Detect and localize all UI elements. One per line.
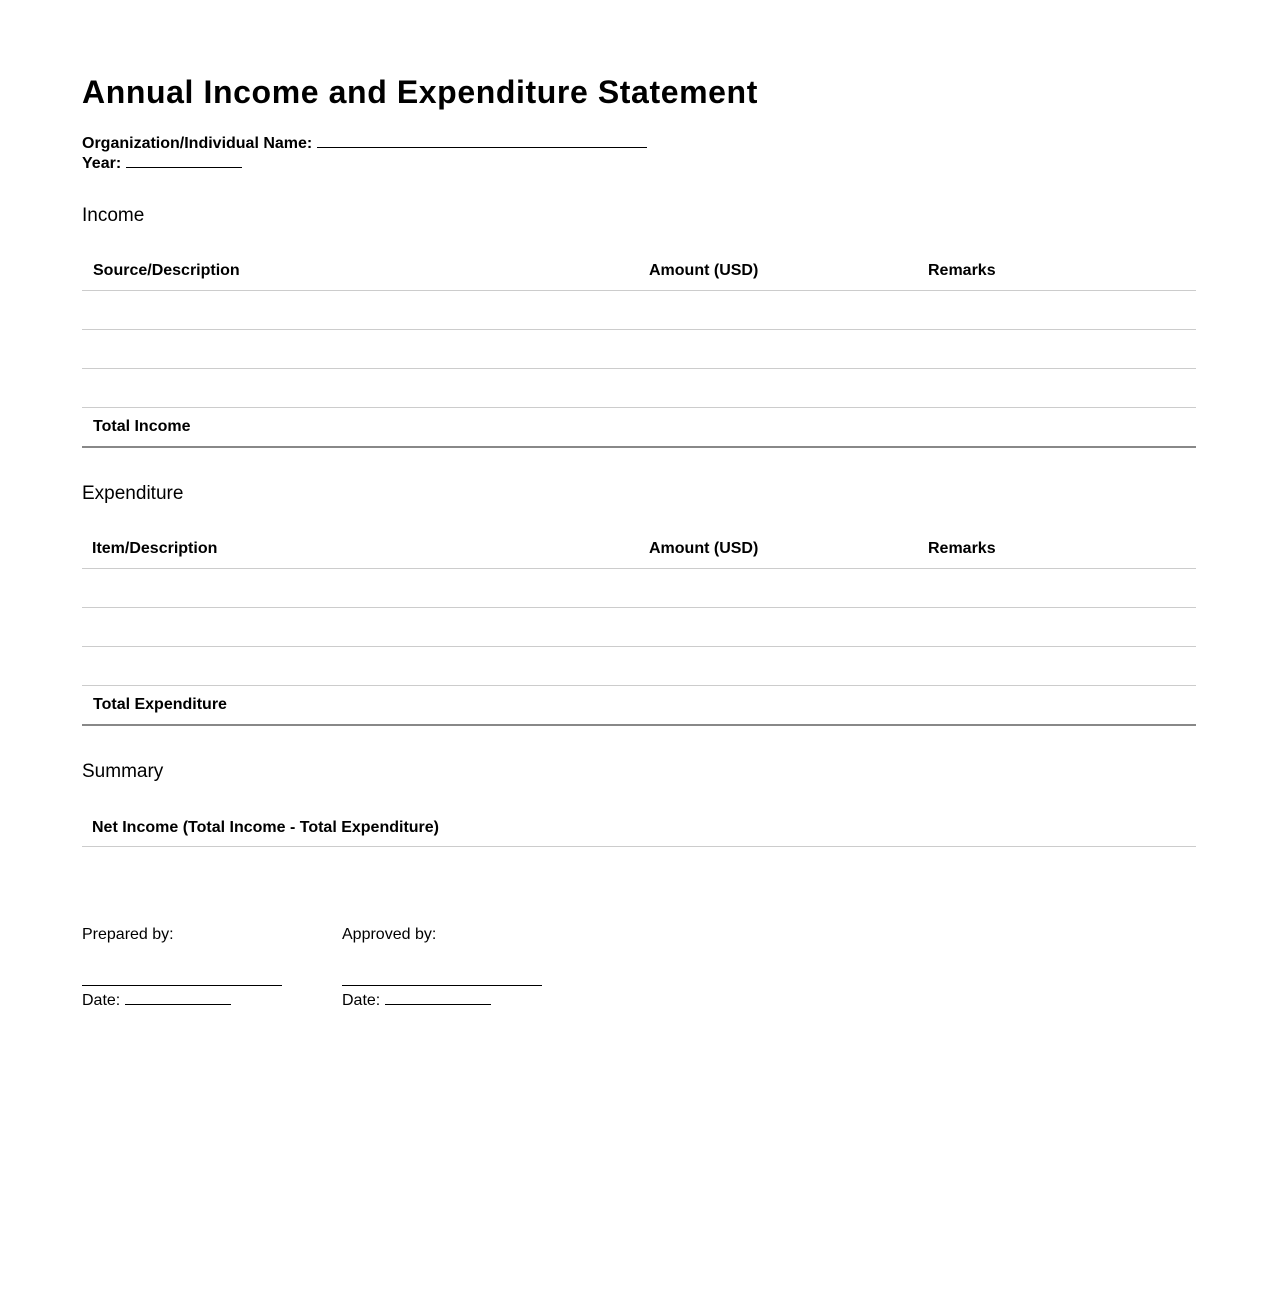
expenditure-heading: Expenditure	[82, 483, 184, 504]
total-income-amount[interactable]	[638, 408, 917, 448]
total-income-remarks[interactable]	[917, 408, 1196, 448]
income-source-cell[interactable]	[82, 291, 638, 330]
expenditure-amount-cell[interactable]	[638, 608, 917, 647]
income-remarks-cell[interactable]	[917, 330, 1196, 369]
expenditure-col-remarks: Remarks	[917, 530, 1196, 569]
year-field-input[interactable]	[126, 153, 242, 168]
table-row	[82, 291, 1196, 330]
table-row	[82, 647, 1196, 686]
income-remarks-cell[interactable]	[917, 369, 1196, 408]
prepared-by-block	[82, 925, 282, 1011]
table-row	[82, 369, 1196, 408]
approved-by-signature-line[interactable]	[342, 985, 542, 986]
income-remarks-cell[interactable]	[917, 291, 1196, 330]
expenditure-remarks-cell[interactable]	[917, 569, 1196, 608]
income-amount-cell[interactable]	[638, 291, 917, 330]
year-field-row	[82, 153, 647, 173]
prepared-by-signature-line[interactable]	[82, 985, 282, 986]
table-row	[82, 330, 1196, 369]
prepared-by-date-input[interactable]	[125, 990, 231, 1005]
income-heading: Income	[82, 205, 145, 226]
net-income-row	[82, 808, 1196, 847]
total-expenditure-remarks[interactable]	[917, 686, 1196, 726]
expenditure-col-amount: Amount (USD)	[638, 530, 917, 569]
expenditure-total-row	[82, 686, 1196, 726]
income-header-row	[82, 252, 1196, 291]
total-expenditure-amount[interactable]	[638, 686, 917, 726]
table-row	[82, 569, 1196, 608]
total-expenditure-label: Total Expenditure	[82, 686, 638, 726]
expenditure-remarks-cell[interactable]	[917, 608, 1196, 647]
year-field-label: Year:	[82, 155, 122, 172]
approved-by-date-input[interactable]	[385, 990, 491, 1005]
income-source-cell[interactable]	[82, 330, 638, 369]
expenditure-item-cell[interactable]	[82, 647, 638, 686]
expenditure-item-cell[interactable]	[82, 569, 638, 608]
income-source-cell[interactable]	[82, 369, 638, 408]
table-row	[82, 608, 1196, 647]
expenditure-col-item: Item/Description	[82, 530, 638, 569]
name-field-row	[82, 133, 647, 153]
summary-heading: Summary	[82, 761, 164, 782]
income-col-remarks: Remarks	[917, 252, 1196, 291]
approved-by-label: Approved by:	[342, 926, 437, 943]
approved-by-date-label: Date:	[342, 992, 381, 1009]
income-amount-cell[interactable]	[638, 369, 917, 408]
expenditure-header-row	[82, 530, 1196, 569]
expenditure-remarks-cell[interactable]	[917, 647, 1196, 686]
income-col-source: Source/Description	[82, 252, 638, 291]
net-income-label: Net Income (Total Income - Total Expenditure)	[92, 819, 439, 836]
name-field-label: Organization/Individual Name:	[82, 135, 313, 152]
page-title: Annual Income and Expenditure Statement	[82, 74, 758, 110]
income-total-row	[82, 408, 1196, 448]
expenditure-table	[82, 530, 1196, 726]
name-field-input[interactable]	[317, 133, 647, 148]
total-income-label: Total Income	[82, 408, 638, 448]
income-table	[82, 252, 1196, 448]
income-amount-cell[interactable]	[638, 330, 917, 369]
header-fields	[82, 133, 647, 173]
expenditure-item-cell[interactable]	[82, 608, 638, 647]
prepared-by-date-row	[82, 990, 282, 1011]
prepared-by-date-label: Date:	[82, 992, 121, 1009]
approved-by-block	[342, 925, 542, 1011]
expenditure-amount-cell[interactable]	[638, 569, 917, 608]
prepared-by-label: Prepared by:	[82, 926, 174, 943]
approved-by-date-row	[342, 990, 542, 1011]
expenditure-amount-cell[interactable]	[638, 647, 917, 686]
income-col-amount: Amount (USD)	[638, 252, 917, 291]
